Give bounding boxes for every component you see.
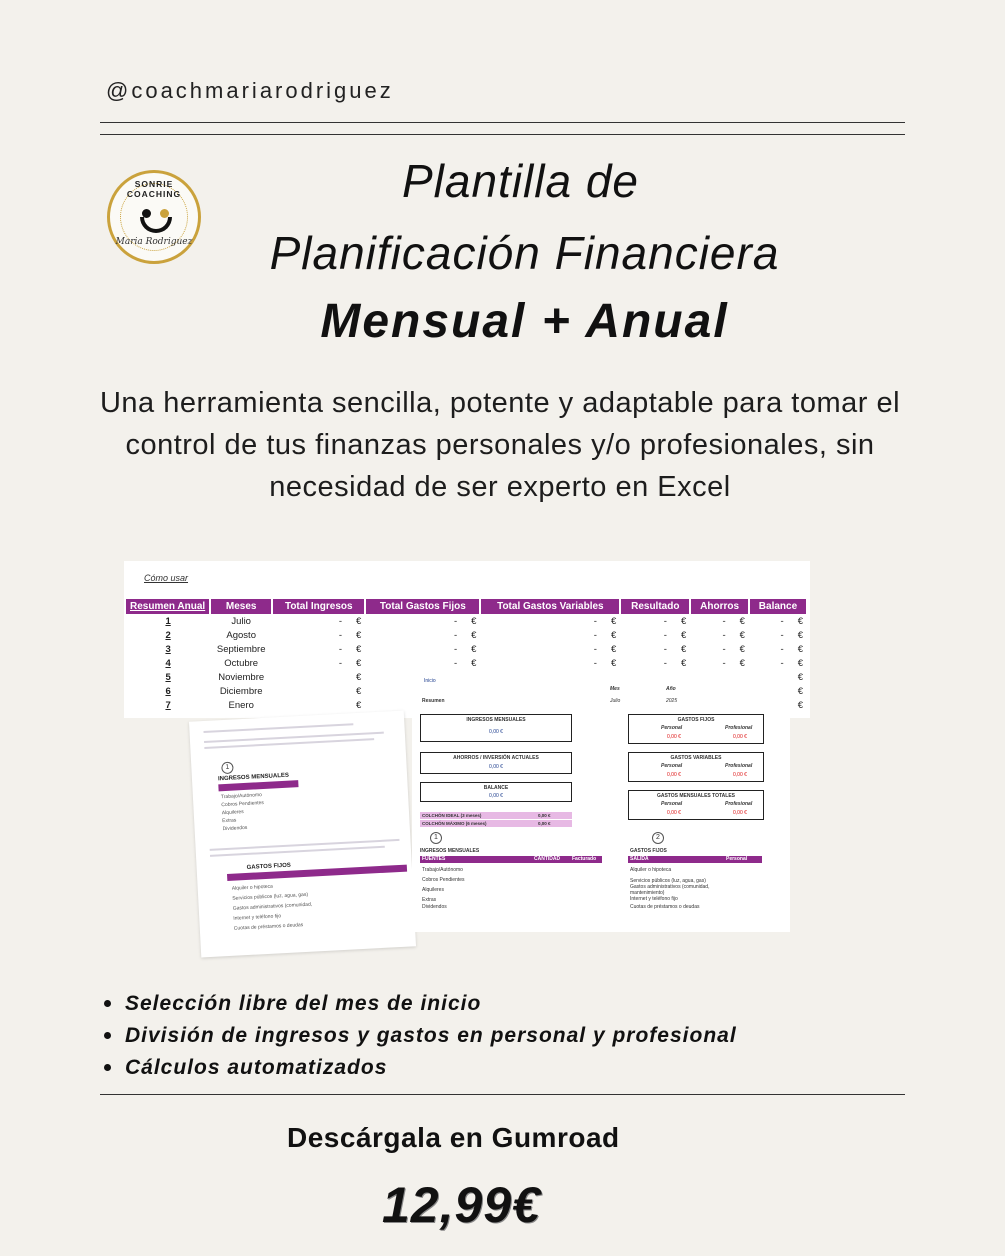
gastos-totales-profesional-value: 0,00 € — [733, 810, 747, 816]
ingresos-item: Alquileres — [422, 887, 444, 893]
balance-box-title: BALANCE — [483, 785, 509, 791]
currency-symbol: € — [680, 643, 687, 655]
currency-symbol: € — [797, 629, 803, 641]
gastos-fijos-box — [628, 714, 764, 744]
ingresos-item: Dividendos — [422, 904, 447, 910]
ahorros-box — [420, 752, 572, 774]
left-ingresos-item: Alquileres — [221, 809, 244, 817]
gastos-item: Cuotas de préstamos o deudas — [630, 904, 700, 910]
col-facturado: Facturado — [572, 856, 597, 862]
gastos-fijos-personal-label: Personal — [661, 725, 683, 731]
dash-value: - — [338, 629, 343, 641]
row-value-cell — [365, 628, 480, 642]
row-month: Diciembre — [219, 685, 263, 697]
currency-symbol: € — [797, 671, 803, 683]
spreadsheet-preview-dashboard — [412, 668, 790, 932]
table-header-cell: Total Gastos Fijos — [365, 599, 480, 614]
step-1-icon: 1 — [221, 762, 234, 775]
row-value-cell — [272, 614, 365, 628]
dash-value: - — [338, 615, 343, 627]
ano-value: 2025 — [666, 698, 678, 704]
mes-label: Mes — [610, 686, 620, 692]
ingresos-box-value: 0,00 € — [489, 729, 503, 735]
ingresos-table-header — [420, 856, 602, 863]
currency-symbol: € — [797, 615, 803, 627]
left-ingresos-item: Cobros Pendientes — [221, 799, 265, 809]
ano-label: Año — [666, 686, 676, 692]
row-value-cell — [272, 698, 365, 712]
row-number-link[interactable]: 6 — [165, 685, 171, 697]
ingresos-item: Cobros Pendientes — [422, 877, 465, 883]
colchon-maximo-label: COLCHÓN MÁXIMO (6 meses) — [422, 821, 487, 826]
spreadsheet-preview-tilted — [189, 711, 416, 958]
currency-symbol: € — [610, 629, 617, 641]
dash-value: - — [722, 657, 726, 669]
top-divider-1 — [100, 122, 905, 123]
row-value-cell — [690, 642, 749, 656]
currency-symbol: € — [471, 643, 477, 655]
row-value-cell — [365, 642, 480, 656]
currency-symbol: € — [797, 643, 803, 655]
gastos-item: Servicios públicos (luz, agua, gas) — [630, 878, 706, 884]
currency-symbol: € — [739, 657, 745, 669]
table-row — [126, 642, 807, 656]
gastos-fijos-personal-value: 0,00 € — [667, 734, 681, 740]
gastos-variables-profesional-value: 0,00 € — [733, 772, 747, 778]
gastos-item: Alquiler o hipoteca — [630, 867, 672, 873]
left-gastos-item: Gastos administrativos (comunidad, — [232, 901, 313, 912]
row-month: Septiembre — [216, 643, 266, 655]
col-fuentes: FUENTES — [422, 856, 446, 862]
currency-symbol: € — [471, 615, 477, 627]
currency-symbol: € — [471, 629, 477, 641]
row-number-link[interactable]: 1 — [165, 615, 171, 627]
dash-value: - — [663, 629, 667, 641]
title-line-3: Mensual + Anual — [320, 295, 729, 348]
balance-box — [420, 782, 572, 802]
gastos-fijos-title: GASTOS FIJOS — [677, 717, 715, 723]
table-header-cell: Resultado — [620, 599, 690, 614]
left-gastos-item: Cuotas de préstamos o deudas — [233, 922, 304, 932]
table-header-cell: Resumen Anual — [126, 599, 210, 614]
currency-symbol: € — [797, 685, 803, 697]
colchon-maximo-value: 0,00 € — [538, 821, 551, 826]
left-ingresos-item: Trabajo/Autónomo — [220, 792, 263, 801]
currency-symbol: € — [680, 629, 687, 641]
dash-value: - — [338, 657, 343, 669]
dash-value: - — [593, 629, 597, 641]
gastos-totales-personal-value: 0,00 € — [667, 810, 681, 816]
feature-text: Selección libre del mes de inicio — [125, 992, 482, 1015]
top-divider-2 — [100, 134, 905, 135]
currency-symbol: € — [356, 643, 362, 655]
ingresos-box — [420, 714, 572, 742]
gastos-totales-title: GASTOS MENSUALES TOTALES — [656, 793, 736, 799]
left-gastos-fijos-title: GASTOS FIJOS — [246, 862, 292, 871]
currency-symbol: € — [797, 699, 803, 711]
left-gastos-item: Alquiler o hipoteca — [231, 883, 274, 892]
currency-symbol: € — [797, 657, 803, 669]
row-value-cell — [480, 614, 620, 628]
row-month: Julio — [231, 615, 251, 627]
left-ingresos-title: INGRESOS MENSUALES — [217, 772, 290, 783]
row-value-cell — [480, 628, 620, 642]
dash-value: - — [722, 643, 726, 655]
currency-symbol: € — [680, 657, 687, 669]
gastos-totales-box — [628, 790, 764, 820]
row-value-cell — [620, 642, 690, 656]
gastos-variables-profesional-label: Profesional — [725, 763, 753, 769]
col-personal: Personal — [726, 856, 748, 862]
mes-value: Julio — [610, 698, 621, 704]
feature-text: Cálculos automatizados — [125, 1056, 388, 1079]
table-header-cell: Total Gastos Variables — [480, 599, 620, 614]
gastos-variables-box — [628, 752, 764, 782]
step-2-icon: 2 — [652, 832, 664, 844]
currency-symbol: € — [739, 643, 745, 655]
download-cta[interactable]: Descárgala en Gumroad — [287, 1122, 620, 1153]
col-salida: SALIDA — [630, 856, 649, 862]
row-value-cell — [690, 628, 749, 642]
gastos-item: Gastos administrativos (comunidad, — [630, 884, 710, 890]
dash-value: - — [780, 657, 784, 669]
currency-symbol: € — [356, 615, 362, 627]
colchon-ideal-value: 0,00 € — [538, 813, 551, 818]
row-number-link[interactable]: 5 — [165, 671, 171, 683]
logo-ring-text: SONRIE COACHING — [126, 179, 182, 199]
dash-value: - — [780, 643, 784, 655]
row-value-cell — [620, 614, 690, 628]
row-number-link[interactable]: 3 — [165, 643, 171, 655]
feature-list — [104, 988, 737, 1084]
row-month: Octubre — [224, 657, 259, 669]
dash-value: - — [453, 615, 458, 627]
bullet-icon — [104, 1000, 111, 1007]
dash-value: - — [593, 643, 597, 655]
bullet-icon — [104, 1064, 111, 1071]
dash-value: - — [722, 629, 726, 641]
gastos-totales-personal-label: Personal — [661, 801, 683, 807]
currency-symbol: € — [471, 657, 477, 669]
row-number-link[interactable]: 4 — [165, 657, 171, 669]
gastos-fijos-profesional-value: 0,00 € — [733, 734, 747, 740]
row-value-cell — [749, 642, 807, 656]
table-header-cell: Balance — [749, 599, 807, 614]
logo-signature: Maria Rodriguez — [115, 237, 193, 247]
gastos-item: mantenimiento) — [630, 890, 665, 896]
inicio-link[interactable]: Inicio — [424, 678, 436, 684]
currency-symbol: € — [610, 643, 617, 655]
dash-value: - — [453, 657, 458, 669]
bullet-icon — [104, 1032, 111, 1039]
table-header-cell: Meses — [210, 599, 272, 614]
step-1-icon: 1 — [430, 832, 442, 844]
table-header-row — [126, 599, 807, 614]
feature-item — [104, 1020, 737, 1052]
gastos-section-title: GASTOS FIJOS — [630, 848, 667, 854]
dash-value: - — [593, 615, 597, 627]
dash-value: - — [663, 615, 667, 627]
table-header-cell: Ahorros — [690, 599, 749, 614]
left-gastos-item: Internet y teléfono fijo — [233, 913, 282, 922]
left-ingresos-item: Extras — [222, 817, 237, 825]
col-cantidad: CANTIDAD — [534, 856, 561, 862]
dash-value: - — [722, 615, 726, 627]
currency-symbol: € — [680, 615, 687, 627]
table-row — [126, 628, 807, 642]
gastos-table-header — [628, 856, 762, 863]
price: 12,99€ — [382, 1177, 541, 1233]
gastos-totales-profesional-label: Profesional — [725, 801, 753, 807]
gastos-item: Internet y teléfono fijo — [630, 896, 678, 902]
ingresos-section-title: INGRESOS MENSUALES — [420, 848, 480, 854]
ahorros-box-title: AHORROS / INVERSIÓN ACTUALES — [453, 755, 539, 761]
left-ingresos-header — [218, 780, 298, 791]
resumen-label: Resumen — [422, 698, 445, 704]
feature-item — [104, 1052, 737, 1084]
currency-symbol: € — [356, 629, 362, 641]
row-value-cell — [272, 642, 365, 656]
colchon-ideal-label: COLCHÓN IDEAL (3 meses) — [422, 813, 482, 818]
currency-symbol: € — [356, 657, 362, 669]
social-handle: @coachmariarodriguez — [106, 78, 394, 103]
row-month: Enero — [228, 699, 254, 711]
row-number-link[interactable]: 2 — [165, 629, 171, 641]
row-value-cell — [272, 684, 365, 698]
currency-symbol: € — [739, 615, 745, 627]
currency-symbol: € — [356, 685, 362, 697]
left-ingresos-item: Dividendos — [222, 824, 248, 833]
row-value-cell — [365, 614, 480, 628]
feature-item — [104, 988, 737, 1020]
currency-symbol: € — [610, 615, 617, 627]
row-value-cell — [749, 614, 807, 628]
table-row — [126, 614, 807, 628]
currency-symbol: € — [739, 629, 745, 641]
dash-value: - — [663, 657, 667, 669]
ingresos-box-title: INGRESOS MENSUALES — [466, 717, 526, 723]
ingresos-item: Extras — [422, 897, 437, 903]
text-line — [203, 723, 353, 733]
how-to-link[interactable]: Cómo usar — [144, 573, 189, 583]
bottom-divider — [100, 1094, 905, 1095]
dash-value: - — [338, 643, 343, 655]
row-month: Noviembre — [218, 671, 265, 683]
gastos-variables-title: GASTOS VARIABLES — [670, 755, 722, 761]
row-value-cell — [480, 642, 620, 656]
dash-value: - — [593, 657, 597, 669]
dash-value: - — [780, 615, 784, 627]
gastos-variables-personal-label: Personal — [661, 763, 683, 769]
row-value-cell — [272, 656, 365, 670]
dash-value: - — [453, 643, 458, 655]
gastos-fijos-profesional-label: Profesional — [725, 725, 753, 731]
row-value-cell — [272, 670, 365, 684]
row-value-cell — [690, 614, 749, 628]
ingresos-item: Trabajo/Autónomo — [422, 867, 463, 873]
currency-symbol: € — [356, 671, 362, 683]
title-line-2: Planificación Financiera — [269, 227, 780, 279]
dash-value: - — [780, 629, 784, 641]
gastos-variables-personal-value: 0,00 € — [667, 772, 681, 778]
ahorros-box-value: 0,00 € — [489, 764, 503, 770]
row-number-link[interactable]: 7 — [165, 699, 171, 711]
row-value-cell — [620, 628, 690, 642]
subtitle: Una herramienta sencilla, potente y adaptable para tomar el control de tus finanzas personales y/o profesionales, sin necesidad de ser experto en Excel — [99, 387, 901, 503]
currency-symbol: € — [356, 699, 362, 711]
row-value-cell — [272, 628, 365, 642]
colchon-ideal-row — [420, 812, 572, 819]
row-value-cell — [749, 628, 807, 642]
balance-box-value: 0,00 € — [489, 793, 503, 799]
row-month: Agosto — [226, 629, 256, 641]
left-gastos-item: Servicios públicos (luz, agua, gas) — [232, 891, 309, 902]
title-line-1: Plantilla de — [401, 155, 640, 207]
dash-value: - — [453, 629, 458, 641]
table-header-cell: Total Ingresos — [272, 599, 365, 614]
colchon-maximo-row — [420, 820, 572, 827]
currency-symbol: € — [610, 657, 617, 669]
dash-value: - — [663, 643, 667, 655]
feature-text: División de ingresos y gastos en personal y profesional — [125, 1024, 737, 1047]
